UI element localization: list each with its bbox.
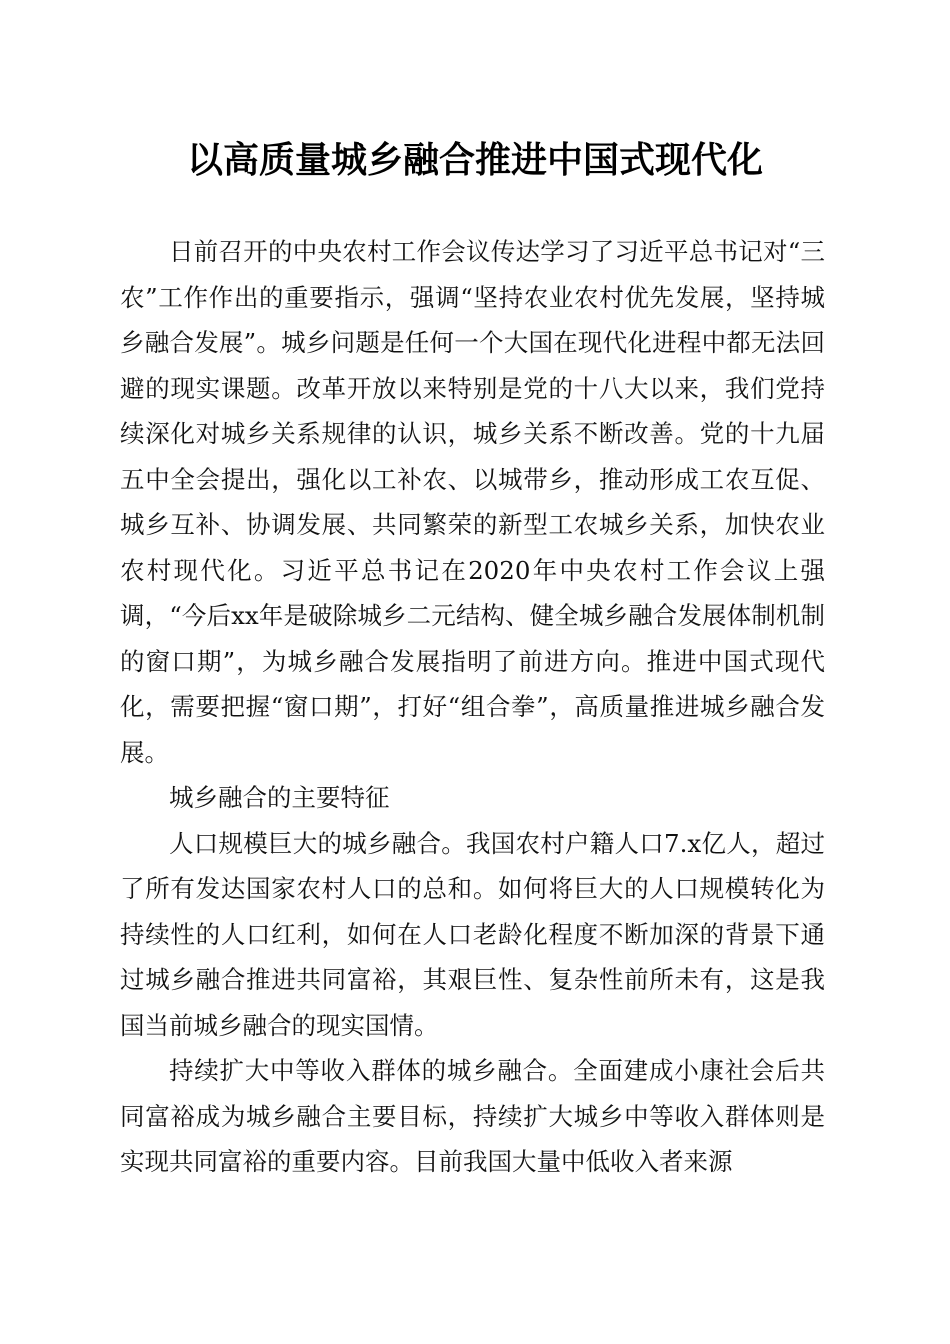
paragraph-intro: 日前召开的中央农村工作会议传达学习了习近平总书记对“三农”工作作出的重要指示，强调“坚持农业农村优先发展，坚持城乡融合发展”。城乡问题是任何一个大国在现代化进程中都无法回避的现实课题。改革开放以来特别是党的十八大以来，我们党持续深化对城乡关系规律的认识，城乡关系不断改善。党的十九届五中全会提出，强化以工补农、以城带乡，推动形成工农互促、城乡互补、协调发展、共同繁荣的新型工农城乡关系，加快农业农村现代化。习近平总书记在2020年中央农村工作会议上强调，“今后xx年是破除城乡二元结构、健全城乡融合发展体制机制的窗口期”，为城乡融合发展指明了前进方向。推进中国式现代化，需要把握“窗口期”，打好“组合拳”，高质量推进城乡融合发展。 <box>120 237 825 767</box>
paragraph-population: 人口规模巨大的城乡融合。我国农村户籍人口7.x亿人，超过了所有发达国家农村人口的总和。如何将巨大的人口规模转化为持续性的人口红利，如何在人口老龄化程度不断加深的背景下通过城乡融合推进共同富裕，其艰巨性、复杂性前所未有，这是我国当前城乡融合的现实国情。 <box>120 828 825 1040</box>
document-body <box>120 229 825 1185</box>
paragraph-middle-income: 持续扩大中等收入群体的城乡融合。全面建成小康社会后共同富裕成为城乡融合主要目标，持续扩大城乡中等收入群体则是实现共同富裕的重要内容。目前我国大量中低收入者来源 <box>120 1056 825 1176</box>
section-heading: 城乡融合的主要特征 <box>169 783 390 812</box>
document-title: 以高质量城乡融合推进中国式现代化 <box>186 139 763 181</box>
